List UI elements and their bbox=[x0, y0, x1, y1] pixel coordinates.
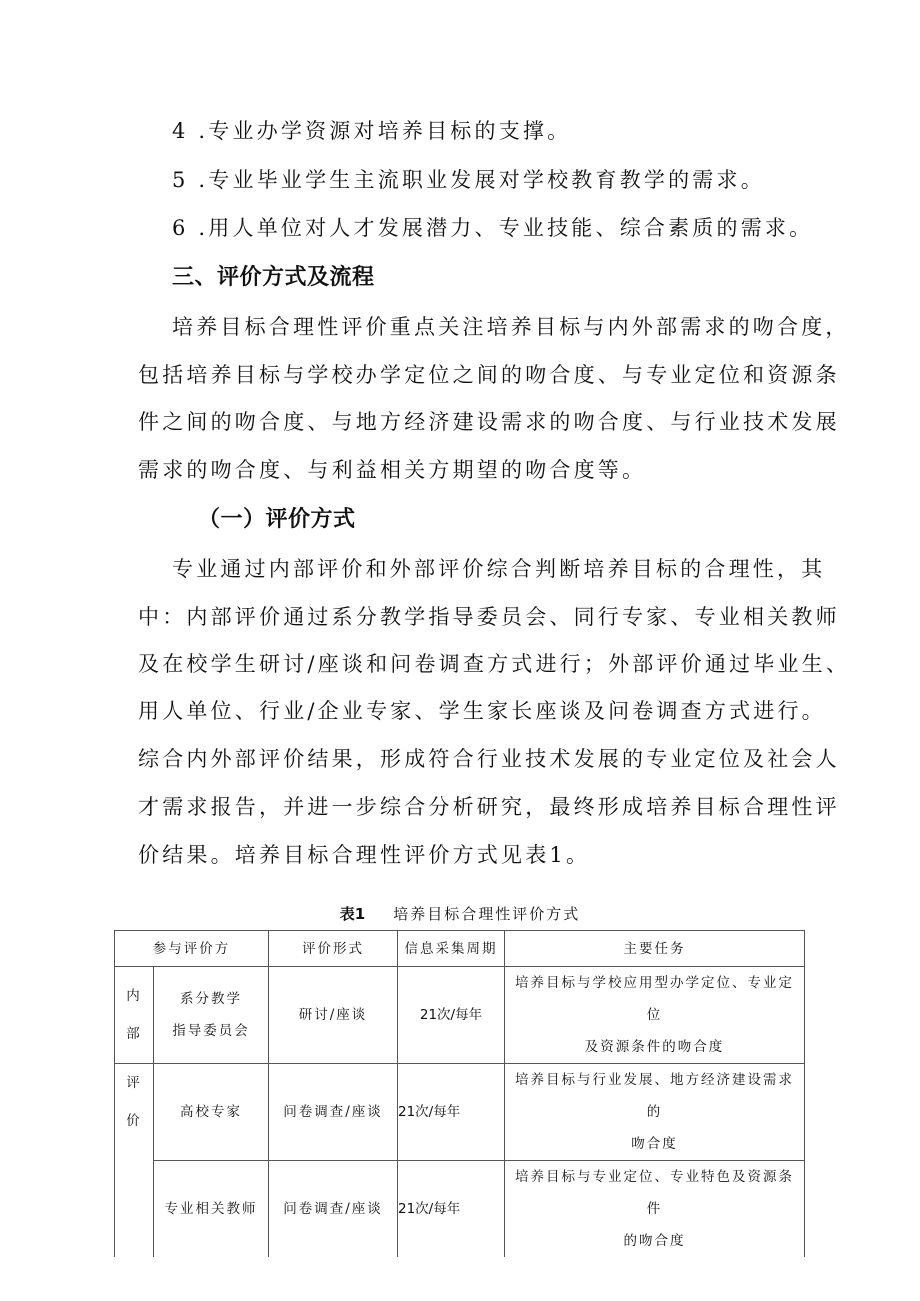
group-label-char: 部 bbox=[126, 1026, 142, 1042]
paragraph-line: 包括培养目标与学校办学定位之间的吻合度、与专业定位和资源条 bbox=[138, 363, 840, 387]
header-cell: 评价形式 bbox=[269, 931, 398, 967]
task-cell bbox=[505, 1161, 805, 1258]
evaluation-table bbox=[114, 930, 805, 1257]
group-label-char: 价 bbox=[126, 1113, 142, 1129]
paragraph-line: 件之间的吻合度、与地方经济建设需求的吻合度、与行业技术发展 bbox=[138, 410, 840, 434]
list-item: 4 .专业办学资源对培养目标的支撑。 bbox=[172, 119, 572, 143]
header-cell: 信息采集周期 bbox=[398, 931, 505, 967]
table-caption-title: 培养目标合理性评价方式 bbox=[393, 905, 581, 923]
paragraph-line: 中：内部评价通过系分教学指导委员会、同行专家、专业相关教师 bbox=[138, 605, 840, 629]
table-caption-number: 表1 bbox=[339, 905, 366, 923]
group-label-cell bbox=[115, 1064, 154, 1258]
group-label-char: 评 bbox=[126, 1075, 142, 1091]
task-line: 及资源条件的吻合度 bbox=[584, 1039, 725, 1055]
header-cell: 参与评价方 bbox=[115, 931, 269, 967]
table-row bbox=[115, 1161, 805, 1258]
task-line: 吻合度 bbox=[631, 1136, 678, 1152]
list-item: 5 .专业毕业学生主流职业发展对学校教育教学的需求。 bbox=[172, 168, 765, 192]
paragraph-line: 及在校学生研讨/座谈和问卷调查方式进行；外部评价通过毕业生、 bbox=[138, 652, 851, 676]
party-line: 指导委员会 bbox=[172, 1023, 250, 1039]
paragraph-line: 价结果。培养目标合理性评价方式见表1。 bbox=[138, 843, 591, 867]
task-cell bbox=[505, 967, 805, 1064]
paragraph-line: 用人单位、行业/企业专家、学生家长座谈及问卷调查方式进行。 bbox=[138, 699, 826, 723]
party-cell bbox=[154, 967, 269, 1064]
paragraph-line: 综合内外部评价结果，形成符合行业技术发展的专业定位及社会人 bbox=[138, 747, 840, 771]
task-line: 培养目标与专业定位、专业特色及资源条件 bbox=[515, 1169, 794, 1217]
paragraph-line: 才需求报告，并进一步综合分析研究，最终形成培养目标合理性评 bbox=[138, 795, 840, 819]
form-cell: 问卷调查/座谈 bbox=[269, 1064, 398, 1161]
paragraph-line: 培养目标合理性评价重点关注培养目标与内外部需求的吻合度， bbox=[172, 315, 850, 339]
cycle-cell: 21次/每年 bbox=[398, 1064, 505, 1161]
list-item: 6 .用人单位对人才发展潜力、专业技能、综合素质的需求。 bbox=[172, 216, 814, 240]
paragraph-line: 专业通过内部评价和外部评价综合判断培养目标的合理性，其 bbox=[172, 557, 826, 581]
table-row bbox=[115, 1064, 805, 1161]
task-line: 的吻合度 bbox=[623, 1233, 686, 1249]
subsection-heading: （一）评价方式 bbox=[198, 507, 356, 532]
header-cell: 主要任务 bbox=[505, 931, 805, 967]
paragraph-line: 需求的吻合度、与利益相关方期望的吻合度等。 bbox=[138, 458, 647, 482]
group-label-char: 内 bbox=[126, 988, 142, 1004]
table-row bbox=[115, 967, 805, 1064]
task-line: 培养目标与学校应用型办学定位、专业定位 bbox=[515, 975, 794, 1023]
table-caption bbox=[0, 903, 920, 924]
form-cell: 问卷调查/座谈 bbox=[269, 1161, 398, 1258]
party-line: 系分教学 bbox=[180, 991, 242, 1007]
task-line: 培养目标与行业发展、地方经济建设需求的 bbox=[515, 1072, 794, 1120]
table-header-row bbox=[115, 931, 805, 967]
group-label-cell bbox=[115, 967, 154, 1064]
task-cell bbox=[505, 1064, 805, 1161]
form-cell: 研讨/座谈 bbox=[269, 967, 398, 1064]
cycle-cell: 21次/每年 bbox=[398, 967, 505, 1064]
party-cell: 高校专家 bbox=[154, 1064, 269, 1161]
section-heading: 三、评价方式及流程 bbox=[172, 265, 375, 290]
cycle-cell: 21次/每年 bbox=[398, 1161, 505, 1258]
party-cell: 专业相关教师 bbox=[154, 1161, 269, 1258]
